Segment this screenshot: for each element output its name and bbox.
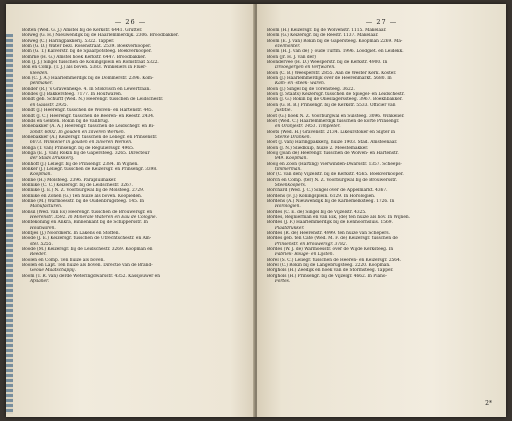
directory-entry: Boot (Wed. C.) Haarlemmerdijk tusschen de korte Prinsengr. xyxy=(267,118,400,124)
directory-entry: Bon (J. J.) Singel tusschen de Koningsplein en Romstraat 5322. xyxy=(22,60,159,66)
directory-entry: Fabriek- Rouge- en Lijsten. xyxy=(275,252,334,258)
directory-entry: Boon (J.) Haarlemmerdijk over de Heerenmarkt. 5680. In xyxy=(267,76,392,82)
directory-entry: Steenkoopers. xyxy=(275,182,307,188)
directory-entry: kleeden. xyxy=(30,70,49,76)
directory-entry: Bordens (A.) Nieuwendijk bij de Karnemelksteeg. 1726. In xyxy=(267,199,395,204)
directory-entry: Bonne (H.) Molsteeg. 2396. Parapluimaker. xyxy=(22,177,117,183)
directory-entry: Boom (H.) Keizersgr. bij de Wolvenstr. 1115. Makelaar. xyxy=(267,28,387,33)
directory-entry: Boon (J. G.) Rokin bij de Olieslagerssteeg. 3967. Boekhbakker. xyxy=(267,97,403,103)
right-page-number: — 27 — xyxy=(365,18,398,26)
directory-entry: Drooegerijen en Verfwaren. xyxy=(275,65,336,71)
directory-entry: Bolweg (C.) Haringpakkerij. 5322. Tapper. xyxy=(22,38,115,44)
right-directory-entries xyxy=(267,28,499,285)
directory-entry: Koopman. xyxy=(30,172,52,178)
directory-entry: Bontjes (J.) Noordkerk. In Lakens en Stoffen. xyxy=(22,231,120,237)
directory-entry: Borghols (H.) Zeedijk en hoek van de Stormsteeg. Tapper. xyxy=(267,268,394,274)
directory-entry: Bordes (C. E. de) Singel bij de Vijzelstr. 4325. xyxy=(267,209,367,215)
directory-entry: Kam- en -steek- waren. xyxy=(275,81,326,87)
directory-entry: Heerenstr. 3592. In Minerale Wateren en Eau de Cologne. xyxy=(30,215,157,221)
directory-entry: en Gaasstr. 2935. xyxy=(30,102,68,108)
directory-entry: Boom (H. J. van de) } oude Turfm. 1996. Loodgiet. en Leidekk. xyxy=(267,49,404,55)
directory-entry: Bonder (R.) 's Gravenhekje. 4. In Stokvisch en Lewertraan. xyxy=(22,86,151,92)
directory-entry: Bomrke (H. G.) Amstel hoek Kerkstr. 6447. Broodbakker. xyxy=(22,54,146,60)
directory-entry: Booij (Joan de) Heerengr. tusschen de Wolven- en Hartenstr. xyxy=(267,150,399,156)
thumb-index-tabs xyxy=(6,34,13,414)
directory-entry: Boom (E. J. van) Rokin bij de Gapersteeg. Koopman 2269. Ma- xyxy=(267,38,403,44)
directory-entry: Bondes (J.) Bakkersteeg. 7177. In Houtwaren. xyxy=(22,92,123,98)
directory-entry: Bon en Comp. (T. J.) als boven. 5383. Winkeliers in Fluer- xyxy=(22,65,147,71)
directory-entry: Bordes (W. J. de) Warmoesstr. over de Wijde Kerksteeg. In xyxy=(267,247,394,253)
directory-entry: Bonga (E. J. van) Rokin bij de Gapersteeg. 3265. Directeur xyxy=(22,150,150,156)
directory-entry: Bor (C. van den) Vijzelstr. bij de Kerkstr. 4565. Boekverkooper. xyxy=(267,172,404,178)
directory-entry: ezelmonter. xyxy=(275,44,301,50)
directory-entry: Boom (G.) Keizersgr. bij de Reestr. 1137. Makelaar. xyxy=(267,33,379,39)
directory-entry: Prinsenstr. en Brouwersgr. 3782. xyxy=(275,241,347,247)
directory-entry: Borch en Comp. (ter) N. Z. Voorburgwal bij de Brouwersstr. xyxy=(267,177,397,183)
directory-entry: Bonnike en Zonen (G.) Ten huize als boven. Koopieden. xyxy=(22,193,143,199)
directory-entry: Bondt geb. Schurff (Wed. N.) Heerengr. tusschen de Leidschestr. xyxy=(22,97,164,103)
directory-entry: Bordes (R. de) Heerenstr. 4999. ten huize van Schepers. xyxy=(267,231,390,237)
directory-entry: Boondervee (H. D.) Weesperstr. bij de Kerkstr. 4900. In xyxy=(267,60,388,66)
directory-entry: Horologien. xyxy=(275,204,301,210)
directory-entry: Bonhoff (J.) Leliegr. bij de Prinsengr. 2384. In Wijnen. xyxy=(22,161,139,167)
directory-entry: Afslaner. xyxy=(30,279,50,285)
directory-entry: en Oranjestr. 1451. Timpleter. xyxy=(275,124,341,130)
directory-entry: Plaatdrukker. xyxy=(275,225,305,231)
directory-entry: Boot (J. van) Haringpakkerij, huize 1903. Stad. Amsteenaar. xyxy=(267,140,398,146)
directory-entry: Boot (G.) hoek N. Z. Voorburgwal en Sulsteeg. 3096. Winkelier. xyxy=(267,113,405,119)
directory-entry: Borel (S. C.) Leliegr. tusschen de Heeren- en Keizersgr. 2564. xyxy=(267,257,402,263)
directory-entry: 6073. Winkelier in gouden en zilveren Werken. xyxy=(30,140,133,146)
left-directory-entries xyxy=(22,28,250,285)
directory-entry: Justitie. xyxy=(275,108,292,114)
directory-entry: Bon (C. J. A.) Haarlemmerdijk bij de Dommerstr. 2396. Kom- xyxy=(22,76,154,82)
directory-entry: Boolen en Comp. Ten huize als boven. xyxy=(22,257,105,263)
directory-entry: Bolweg (G. H.) Nieuwendijk bij de Haarlemmerdijk. 2306. Broodbakker. xyxy=(22,33,179,39)
directory-entry: Reeder. xyxy=(30,252,47,258)
directory-entry: Boon (J. N.) Sliedkuip, huize 2. Meestemakker. xyxy=(267,145,369,151)
directory-entry: penmaker. xyxy=(30,81,53,87)
directory-entry: Bonebakker (A. A.) Heerengr. tusschen de Leidschegr. en Bi- xyxy=(22,124,155,130)
directory-entry: Boode (M.) Keizersgr. bij de Leidschestr. 3269. Koopman en xyxy=(22,247,153,253)
directory-entry: Boon (Jr. H. J. van der) xyxy=(267,54,316,60)
directory-entry: Bonnike (J. E.) N. Z. Voorburgwal bij de Molsteeg. 2729. xyxy=(22,188,145,194)
directory-entry: Manufacturen. xyxy=(30,204,63,210)
directory-entry: Boon (C. B.) Weesperstr. 2855. Aan de Wester Kerk. Koster. xyxy=(267,70,397,76)
directory-entry: Borchard (Wed. J. C.) Singel over de Appelmarkt. 4367. xyxy=(267,188,388,194)
directory-entry: Boon (J. Staats) Keizersgr. tusschen de Spiegel- en Leidschestr. xyxy=(267,92,405,98)
directory-entry: Boolen en Lapt. Ten huize als boven. Directie van de Brand- xyxy=(22,263,153,269)
directory-entry: Boom (T. R. van) derde Weteringdwarsstr. 4352. Kassjouwer en xyxy=(22,273,160,279)
directory-entry: Bonga (T. van) Prinsengr. bij de Regulierssgr. 4965. xyxy=(22,145,135,151)
directory-entry: Bonne (M.) Warmoesstr. bij de Oudenbrugsteeg. 145. In xyxy=(22,199,145,204)
directory-entry: zondr. 6002. In gouden en zilveren Werken. xyxy=(30,129,126,135)
directory-entry: Geoue Maatschappij. xyxy=(30,268,77,274)
directory-entry: Bondt (J.) Heerengr. tusschen de Wolven- en Hartenstr. 445. xyxy=(22,108,154,114)
directory-entry: Borel (C.) Rokin bij de Langebrugsteeg. 2220. Koopman. xyxy=(267,263,391,269)
directory-entry: Bonsil (Wed. van Es) Heerengr. tusschen de Brouwersgr. en xyxy=(22,209,153,215)
directory-entry: timmerman. xyxy=(275,166,302,172)
directory-entry: Bom (G. T.) Kalverstr. bij de Spaarpotsteeg. Boekverkooper. xyxy=(22,49,152,55)
directory-entry: Bonnike (C. C.) Keizersgr. bij de Leidschestr. 3267. xyxy=(22,182,133,188)
directory-entry: 849. Koopman. xyxy=(275,156,308,162)
directory-entry: Fortes. xyxy=(275,279,291,285)
open-book xyxy=(6,4,506,417)
directory-entry: Boon (J.) Singel bij de Torensteeg. 3622. xyxy=(267,86,355,92)
directory-entry: Bom (G. D.) Water bezl. Rosenstraat. 2539. Boekverkooper. xyxy=(22,44,152,50)
directory-entry: Sterke Dranken. xyxy=(275,134,311,140)
directory-entry: Houtwaren. xyxy=(30,225,56,231)
directory-entry: stel. 5255. xyxy=(30,241,53,247)
directory-entry: Bonebakker (A.) Keizersgr. tusschen de Leliegr. en Prinsenstr. xyxy=(22,134,158,140)
directory-entry: Borghols (H.) Prinsengr. bij de Vijzelgr. 4662. In Piano- xyxy=(267,273,387,279)
directory-entry: Bonds en Genten. Rokin bij de Vallbrug. xyxy=(22,118,110,124)
directory-entry: Bondt (J. C.) Heerengr. tusschen de Beeren- en Reestr. 2434. xyxy=(22,113,155,119)
left-page xyxy=(6,4,255,417)
directory-entry: Bonker (J.) Leliegr. tusschen de Keizersgr. en Prinsengr. 3398. xyxy=(22,166,158,172)
directory-entry: Bordes (J. F.) Haarlemmerdijk bij de Eenhoornsluis. 1569. xyxy=(267,220,393,226)
directory-entry: Bordes geb. ten Cate (Wed. M. F. de) Keizersgr. tusschen de xyxy=(267,236,398,242)
left-page-number: — 26 — xyxy=(114,18,147,26)
directory-entry: Bordes, Reijnierman en van Eik, (de) ten huize als hov. In Wijnen. xyxy=(267,215,410,221)
directory-entry: Bordens (F. J.) Koningsplein. 6129. In Horologien. xyxy=(267,193,376,199)
directory-entry: Bolten (Wed. G. J.) Amstel bij de Kerkstr. 6441. Grutter. xyxy=(22,28,143,33)
signature-mark: 2* xyxy=(485,400,492,407)
directory-entry: der Stads Drukkerij. xyxy=(30,156,75,162)
directory-entry: Boode (J. E.) Keizersgr. tusschen de Utrechtschestr. en Am- xyxy=(22,236,152,242)
directory-entry: Boon (G. R. B.) Prinsengr. bij de Kerkstr. 5533. Officier van xyxy=(267,102,396,108)
directory-entry: Booij en Zoon (Harting) Vierwinden-Dwarsstr. 1357. Scheeps- xyxy=(267,161,402,167)
directory-entry: Boots (Wed. H.) Gravenstr. 2134. Likeurstoker en Slijter in xyxy=(267,129,396,135)
right-page xyxy=(257,4,506,417)
directory-entry: Bontekoning en Ankra, Binnenkant bij de Schippersstr. In xyxy=(22,220,148,226)
